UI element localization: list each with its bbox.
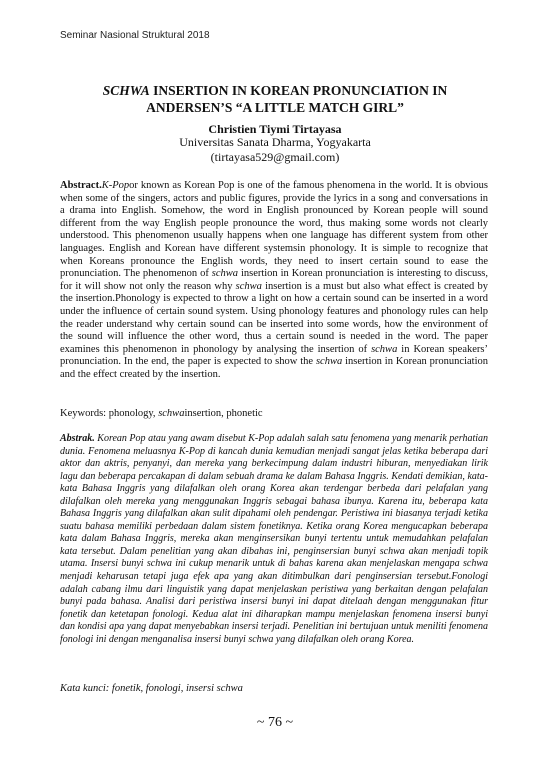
page-number: ~ 76 ~: [256, 715, 294, 730]
abstract-schwa-1: schwa: [211, 268, 239, 280]
keywords-english: [60, 408, 488, 419]
abstract-label: Abstract.: [60, 180, 102, 191]
abstract-schwa-2: schwa: [235, 280, 262, 292]
abstract-text-1: or known as Korean Pop is one of the famous phenomena in the world. It is obvious when some of the singers, actors and public figures, provide the lyrics in a song and conversations in a drama into English. Somehow, the word in English pronounced by Korean people will sound different from the way English people pronounce the word, thus making some words not clearly understood. This phenomenon usually happens when one language has different system from other languages. English and Korean have different systemsin phonology. It is simple to recognize that when Koreans pronounce the English words, they need to insert certain sound to ease the pronunciation. The phenomenon of: [60, 180, 488, 280]
paper-title: [60, 82, 490, 116]
abstract-schwa-4: schwa: [315, 356, 343, 368]
keywords-indonesian: Kata kunci: fonetik, fonologi, insersi schwa: [60, 683, 243, 694]
title-line-1-rest: INSERTION IN KOREAN PRONUNCIATION IN: [149, 83, 448, 98]
abstract-english: [60, 180, 488, 382]
abstract-text-3: insertion is a must but also what effect is created by the insertion.Phonology is expected to throw a light on how a certain sound can be inserted in a word under the influence of certain sound system. Using phonology features and phonology rules can help the reader understand why certain sound can be inserted into some words, how the environment of the sound will influence the other word, thus a certain sound is needed in the word. The paper examines this phenomenon in phonology by analysing the insertion of: [60, 280, 488, 355]
abstract-text-5: insertion in Korean pronunciation and the effect created by the insertion.: [60, 356, 488, 380]
keywords-schwa: schwa: [158, 408, 185, 419]
author-name: Christien Tiymi Tirtayasa: [208, 122, 342, 136]
keywords-suffix: insertion, phonetic: [184, 408, 263, 419]
title-schwa: SCHWA: [102, 83, 150, 98]
author-affiliation: Universitas Sanata Dharma, Yogyakarta: [179, 135, 371, 149]
title-line-1: [60, 82, 490, 99]
abstract-kpop: K-Pop: [101, 180, 130, 191]
abstract-text-4: in Korean speakers’ pronunciation. In the end, the paper is expected to show the: [60, 343, 488, 368]
abstract-text-2: insertion in Korean pronunciation is interesting to discuss, for it will show not only the reason why: [60, 268, 488, 292]
running-head: Seminar Nasional Struktural 2018: [60, 30, 210, 41]
abstract-indonesian: [60, 433, 488, 646]
abstrak-text: Korean Pop atau yang awam disebut K-Pop adalah salah satu fenomena yang menarik perhatian dunia. Fenomena meluasnya K-Pop di kancah dunia kemudian menjadi sangat jelas ketika beberapa dari aktor dan aktris, penyanyi, dan mereka yang berkecimpung dalam industri hiburan, menyediakan lirik lagu dan beberapa percakapan di dalam sebuah drama ke dalam Bahasa Inggris. Kendati demikian, kata-kata Bahasa Inggris yang dilafalkan oleh orang Korea akan terdengar berbeda dari pelafalan yang dilafalkan oleh mereka yang menggunakan Inggris sebagai bahasa ibunya. Karena itu, beberapa kata Bahasa Inggris yang dilafalkan akan sulit dipahami oleh pendengar. Peristiwa ini biasanya terjadi ketika suatu bahasa memiliki perbedaan dalam sistem fonetiknya. Ketika orang Korea mengucapkan beberapa kata dalam Bahasa Inggris, mereka akan menginsersikan bunyi tertentu untuk memudahkan pelafalan kata tersebut. Dalam penelitian yang akan dibahas ini, penginsersian bunyi schwa akan menjadi topik utama. Insersi bunyi schwa ini cukup menarik untuk di bahas karena akan menjelaskan mengapa schwa menjadi keharusan tetapi juga efek apa yang akan ditimbulkan dari penginsersian tersebut.Fonologi adalah cabang ilmu dari linguistik yang dapat menjelaskan peristiwa yang berkaitan dengan pelafalan bunyi pada bahasa. Analisi dari peristiwa insersi bunyi ini dapat ditelaah dengan menggunakan fitur fonetik dan ketetapan fonologi. Kedua alat ini diharapkan mampu menjelaskan fenomena insersi bunyi dan kondisi apa yang dapat menyebabkan insersi terjadi. Penelitian ini bertujuan untuk meniliti fenomena fonologi ini dengan menganalisa insersi bunyi schwa yang dilafalkan oleh orang Korea.: [60, 433, 488, 645]
abstract-schwa-3: schwa: [371, 343, 398, 355]
author-email: (tirtayasa529@gmail.com): [210, 150, 340, 164]
title-line-2: ANDERSEN’S “A LITTLE MATCH GIRL”: [146, 100, 404, 115]
keywords-prefix: Keywords: phonology,: [60, 408, 159, 419]
abstrak-label: Abstrak.: [60, 433, 95, 444]
